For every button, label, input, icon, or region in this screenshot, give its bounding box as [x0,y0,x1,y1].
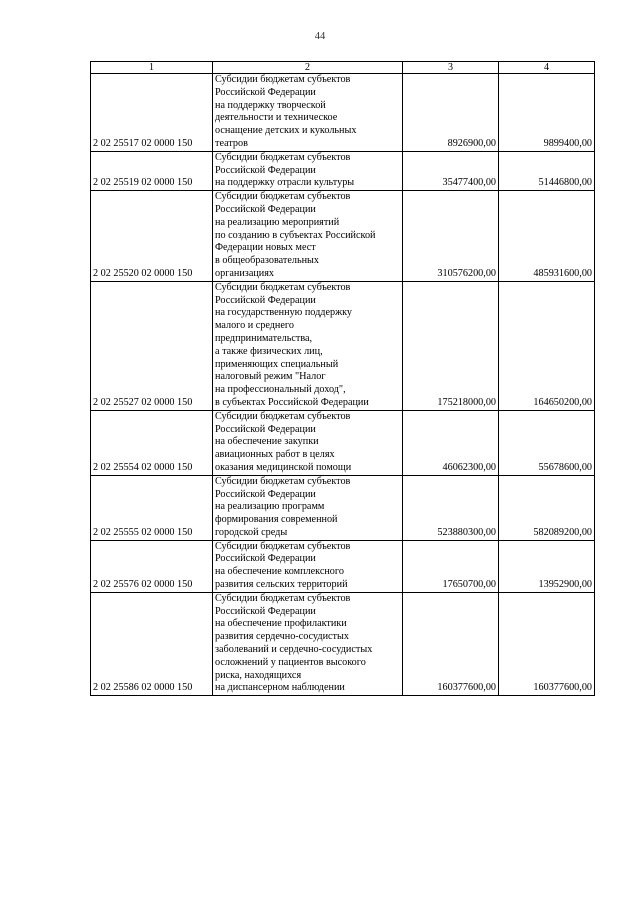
table-row [91,410,595,475]
row-code: 2 02 25520 02 0000 150 [91,191,213,282]
page-number: 44 [314,31,326,42]
row-value-col4: 51446800,00 [499,151,595,190]
row-code: 2 02 25586 02 0000 150 [91,592,213,695]
row-value-col3: 310576200,00 [403,191,499,282]
row-value-col4: 485931600,00 [499,191,595,282]
row-value-col4: 160377600,00 [499,592,595,695]
row-value-col3: 17650700,00 [403,540,499,592]
row-value-col4: 582089200,00 [499,475,595,540]
row-code: 2 02 25527 02 0000 150 [91,281,213,410]
header-col-2: 2 [213,62,403,74]
row-name: Субсидии бюджетам субъектов Российской Федерации на обеспечение комплексного развития сельских территорий [213,540,403,592]
header-col-3: 3 [403,62,499,74]
budget-table [90,61,595,696]
row-code: 2 02 25555 02 0000 150 [91,475,213,540]
row-name: Субсидии бюджетам субъектов Российской Федерации на обеспечение закупки авиационных работ в целях оказания медицинской помощи [213,410,403,475]
row-value-col3: 523880300,00 [403,475,499,540]
header-col-1: 1 [91,62,213,74]
row-name: Субсидии бюджетам субъектов Российской Федерации на реализацию мероприятий по созданию в субъектах Российской Федерации новых мест в общеобразовательных организациях [213,191,403,282]
table-row [91,592,595,695]
table-row [91,475,595,540]
row-name: Субсидии бюджетам субъектов Российской Федерации на государственную поддержку малого и среднего предпринимательства, а также физических лиц, применяющих специальный налоговый режим "Налог на профессиональный доход", в субъектах Российской Федерации [213,281,403,410]
row-code: 2 02 25517 02 0000 150 [91,74,213,152]
table-row [91,281,595,410]
table-body [91,74,595,696]
row-value-col4: 55678600,00 [499,410,595,475]
row-code: 2 02 25519 02 0000 150 [91,151,213,190]
table-header [91,62,595,74]
row-value-col3: 8926900,00 [403,74,499,152]
table-row [91,540,595,592]
header-row [91,62,595,74]
row-code: 2 02 25554 02 0000 150 [91,410,213,475]
row-value-col4: 164650200,00 [499,281,595,410]
row-value-col3: 160377600,00 [403,592,499,695]
table-row [91,151,595,190]
row-name: Субсидии бюджетам субъектов Российской Федерации на поддержку отрасли культуры [213,151,403,190]
header-col-4: 4 [499,62,595,74]
table-row [91,74,595,152]
table-row [91,191,595,282]
row-value-col4: 9899400,00 [499,74,595,152]
row-code: 2 02 25576 02 0000 150 [91,540,213,592]
row-value-col3: 46062300,00 [403,410,499,475]
row-name: Субсидии бюджетам субъектов Российской Федерации на поддержку творческой деятельности и техническое оснащение детских и кукольных театров [213,74,403,152]
row-value-col4: 13952900,00 [499,540,595,592]
row-value-col3: 175218000,00 [403,281,499,410]
row-value-col3: 35477400,00 [403,151,499,190]
row-name: Субсидии бюджетам субъектов Российской Федерации на обеспечение профилактики развития сердечно-сосудистых заболеваний и сердечно-сосудистых осложнений у пациентов высокого риска, находящихся на диспансерном наблюдении [213,592,403,695]
row-name: Субсидии бюджетам субъектов Российской Федерации на реализацию программ формирования современной городской среды [213,475,403,540]
